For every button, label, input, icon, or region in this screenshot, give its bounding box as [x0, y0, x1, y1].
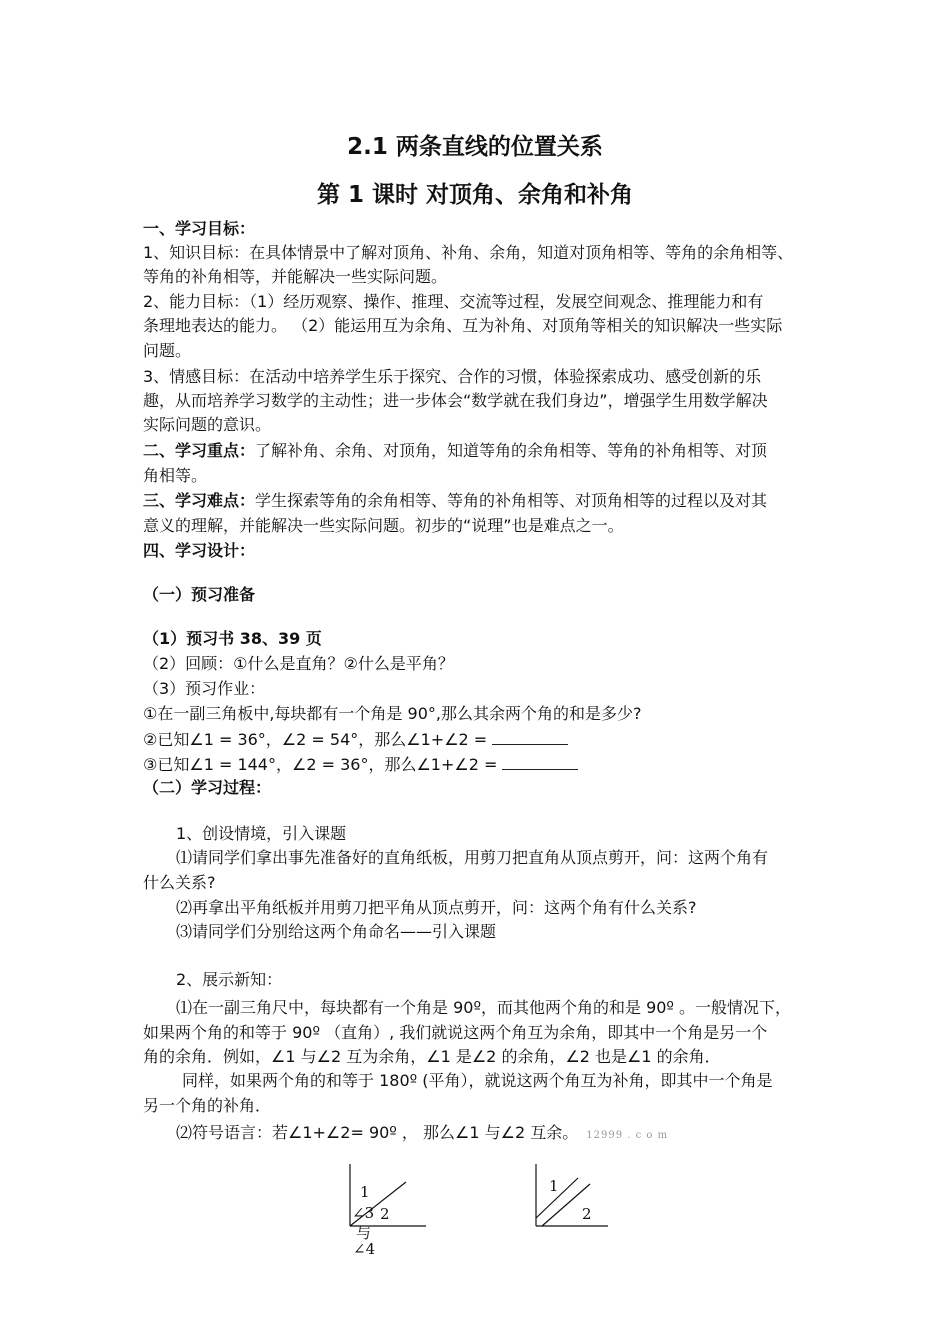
figure2-label: 2 — [582, 1205, 592, 1223]
figure1-label: 与 — [356, 1224, 372, 1242]
subsection-heading-preview: （一）预习准备 — [143, 585, 256, 604]
section-heading-difficulties: 三、学习难点： — [143, 491, 256, 510]
preview-item: （3）预习作业： — [143, 679, 266, 698]
paragraph-line: ⑴在一副三角尺中，每块都有一个角是 90º，而其他两个角的和是 90º 。一般情况下， — [176, 998, 792, 1017]
section-heading-objectives: 一、学习目标： — [143, 219, 256, 238]
process-step-heading: 1、创设情境，引入课题 — [176, 824, 347, 843]
figure2-label: 1 — [549, 1177, 559, 1195]
paragraph-text: 了解补角、余角、对顶角，知道等角的余角相等、等角的补角相等、对顶 — [255, 441, 768, 460]
section-heading-key-points: 二、学习重点： — [143, 441, 256, 460]
preview-question — [143, 729, 568, 751]
paragraph-line: 条理地表达的能力。 （2）能运用互为余角、互为补角、对顶角等相关的知识解决一些实际 — [143, 316, 783, 335]
paragraph-line: 另一个角的补角． — [143, 1096, 272, 1115]
paragraph-line: 3、情感目标：在活动中培养学生乐于探究、合作的习惯，体验探索成功、感受创新的乐 — [143, 367, 762, 386]
question-text: ③已知∠1 = 144°，∠2 = 36°，那么∠1+∠2 = — [143, 755, 503, 774]
document-title: 2.1 两条直线的位置关系 — [347, 134, 603, 160]
lesson-subtitle: 第 1 课时 对顶角、余角和补角 — [316, 182, 634, 208]
paragraph-line: 2、能力目标：（1）经历观察、操作、推理、交流等过程，发展空间观念、推理能力和有 — [143, 292, 764, 311]
paragraph-line: 问题。 — [143, 341, 192, 360]
paragraph-line: 角的余角．例如，∠1 与∠2 互为余角，∠1 是∠2 的余角，∠2 也是∠1 的余角． — [143, 1047, 721, 1066]
process-step-heading: 2、展示新知： — [176, 970, 283, 989]
paragraph-text: ⑵符号语言：若∠1+∠2= 90º ， 那么∠1 与∠2 互余。 — [176, 1123, 579, 1142]
paragraph-line: 同样，如果两个角的和等于 180º (平角），就说这两个角互为补角，即其中一个角是 — [182, 1071, 773, 1090]
figure1-label: 2 — [380, 1205, 390, 1223]
paragraph-line: ⑵再拿出平角纸板并用剪刀把平角从顶点剪开，问：这两个角有什么关系? — [176, 898, 697, 917]
preview-question: ①在一副三角板中,每块都有一个角是 90°,那么其余两个角的和是多少? — [143, 704, 642, 723]
difficulty-line — [143, 490, 767, 512]
paragraph-line: ⑴请同学们拿出事先准备好的直角纸板，用剪刀把直角从顶点剪开，问：这两个角有 — [176, 848, 769, 867]
paragraph-line — [176, 1122, 668, 1147]
figure1-label: ∠3 — [352, 1204, 375, 1222]
section-heading-design: 四、学习设计： — [143, 541, 256, 560]
paragraph-line: 1、知识目标：在具体情景中了解对顶角、补角、余角，知道对顶角相等、等角的余角相等、 — [143, 243, 794, 262]
paragraph-line: 意义的理解，并能解决一些实际问题。初步的“说理”也是难点之一。 — [143, 516, 624, 535]
watermark-text: 12999 . c o m — [586, 1130, 669, 1141]
figure1-label: 1 — [360, 1183, 370, 1201]
paragraph-line: ⑶请同学们分别给这两个角命名——引入课题 — [176, 922, 497, 941]
figure1-label: ∠4 — [353, 1240, 376, 1258]
answer-blank — [492, 730, 568, 745]
paragraph-line: 角相等。 — [143, 466, 208, 485]
preview-question — [143, 754, 578, 776]
paragraph-text: 学生探索等角的余角相等、等角的补角相等、对顶角相等的过程以及对其 — [255, 491, 768, 510]
question-text: ②已知∠1 = 36°，∠2 = 54°，那么∠1+∠2 = — [143, 730, 493, 749]
answer-blank — [502, 755, 578, 770]
paragraph-line: 实际问题的意识。 — [143, 415, 272, 434]
paragraph-line: 趣，从而培养学习数学的主动性；进一步体会“数学就在我们身边”，增强学生用数学解决 — [143, 391, 768, 410]
paragraph-line: 等角的补角相等，并能解决一些实际问题。 — [143, 267, 448, 286]
preview-item: （1）预习书 38、39 页 — [143, 629, 322, 648]
paragraph-line: 如果两个角的和等于 90º （直角）, 我们就说这两个角互为余角，即其中一个角是另一个 — [143, 1023, 768, 1042]
paragraph-line: 什么关系? — [143, 873, 216, 892]
figure-complementary-angles-2 — [528, 1160, 628, 1230]
subsection-heading-process: （二）学习过程： — [143, 778, 272, 797]
preview-item: （2）回顾：①什么是直角？②什么是平角？ — [143, 654, 454, 673]
key-points-line — [143, 440, 767, 462]
